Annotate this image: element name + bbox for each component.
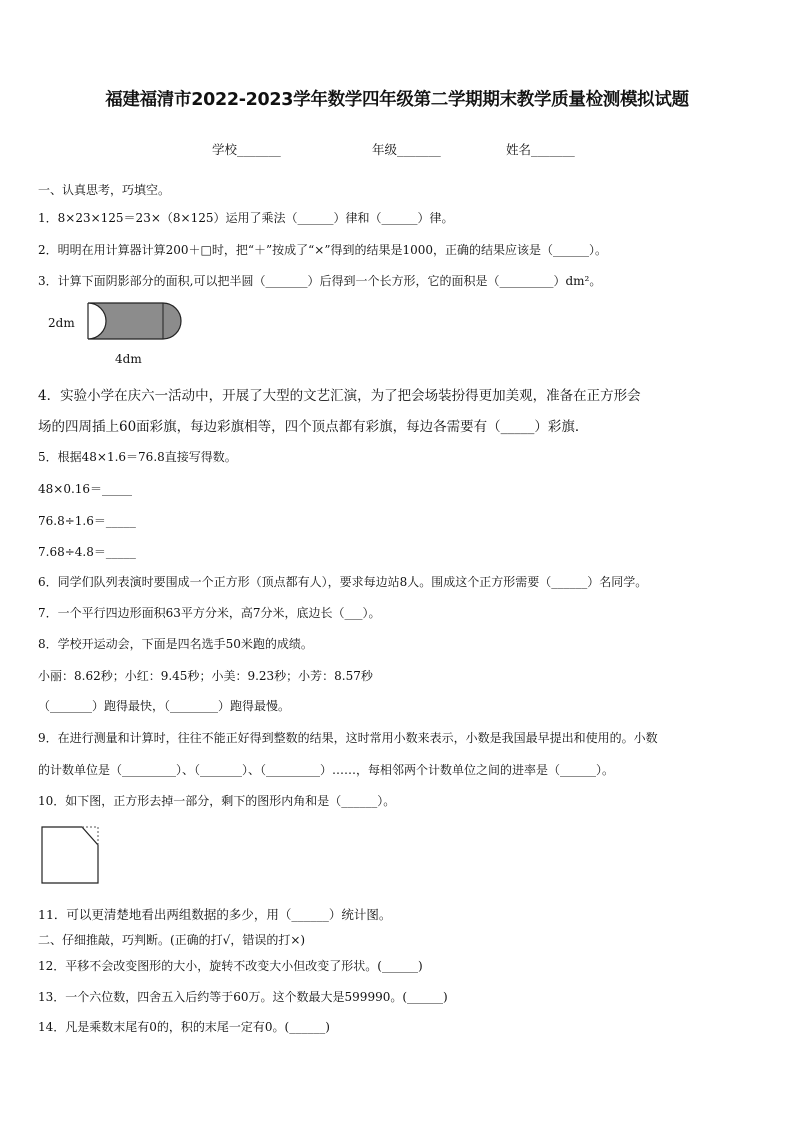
height-label: 2dm bbox=[48, 316, 75, 330]
remaining-shape bbox=[42, 827, 98, 883]
question-13: 13．一个六位数，四舍五入后约等于60万。这个数最大是599990。(______) bbox=[38, 990, 448, 1004]
question-9-line-2: 的计数单位是（_________）、（_______）、（_________）……，每相邻两个计数单位之间的进率是（______）。 bbox=[38, 763, 615, 777]
page-title: 福建福清市2022-2023学年数学四年级第二学期期末教学质量检测模拟试题 bbox=[105, 90, 689, 110]
question-5: 5．根据48×1.6＝76.8直接写得数。 bbox=[38, 450, 237, 464]
question-4-line-1: 4．实验小学在庆六一活动中，开展了大型的文艺汇演，为了把会场装扮得更加美观，准备在正方形会 bbox=[38, 388, 641, 404]
question-4-line-2: 场的四周插上60面彩旗，每边彩旗相等，四个顶点都有彩旗，每边各需要有（_____）彩旗． bbox=[38, 419, 589, 435]
section-heading-fill-in: 一、认真思考，巧填空。 bbox=[38, 183, 171, 197]
question-5c: 7.68÷4.8＝_____ bbox=[38, 545, 136, 559]
question-10-figure bbox=[40, 825, 102, 891]
question-6: 6．同学们队列表演时要围成一个正方形（顶点都有人），要求每边站8人。围成这个正方形需要（______）名同学。 bbox=[38, 575, 648, 589]
grade-field: 年级_______ bbox=[372, 142, 441, 157]
shaded-region bbox=[88, 303, 181, 339]
question-8-data: 小丽：8.62秒；小红：9.45秒；小美：9.23秒；小芳：8.57秒 bbox=[38, 669, 373, 683]
question-3: 3．计算下面阴影部分的面积,可以把半圆（_______）后得到一个长方形，它的面积是（_________）dm²。 bbox=[38, 274, 602, 288]
question-3-figure bbox=[40, 300, 200, 374]
question-5b: 76.8÷1.6＝_____ bbox=[38, 514, 136, 528]
question-12: 12．平移不会改变图形的大小，旋转不改变大小但改变了形状。(______) bbox=[38, 959, 423, 973]
school-field: 学校_______ bbox=[212, 142, 281, 157]
question-2: 2．明明在用计算器计算200＋□时，把“＋”按成了“×”得到的结果是1000，正确的结果应该是（______）。 bbox=[38, 243, 608, 257]
question-7: 7．一个平行四边形面积63平方分米，高7分米，底边长（___）。 bbox=[38, 606, 381, 620]
question-9-line-1: 9．在进行测量和计算时，往往不能正好得到整数的结果，这时常用小数来表示，小数是我国最早提出和使用的。小数 bbox=[38, 731, 658, 745]
name-field: 姓名_______ bbox=[506, 142, 575, 157]
width-label: 4dm bbox=[115, 352, 142, 366]
section-heading-judge: 二、仔细推敲，巧判断。(正确的打√，错误的打×) bbox=[38, 933, 306, 947]
question-14: 14．凡是乘数末尾有0的，积的末尾一定有0。(______) bbox=[38, 1020, 330, 1034]
question-11: 11．可以更清楚地看出两组数据的多少，用（______）统计图。 bbox=[38, 907, 392, 922]
question-1: 1．8×23×125＝23×（8×125）运用了乘法（______）律和（______）律。 bbox=[38, 211, 454, 225]
question-8-answer: （_______）跑得最快，（________）跑得最慢。 bbox=[38, 699, 291, 713]
question-8: 8．学校开运动会，下面是四名选手50米跑的成绩。 bbox=[38, 637, 313, 651]
question-5a: 48×0.16＝_____ bbox=[38, 482, 133, 496]
question-10: 10．如下图，正方形去掉一部分，剩下的图形内角和是（______）。 bbox=[38, 794, 396, 808]
